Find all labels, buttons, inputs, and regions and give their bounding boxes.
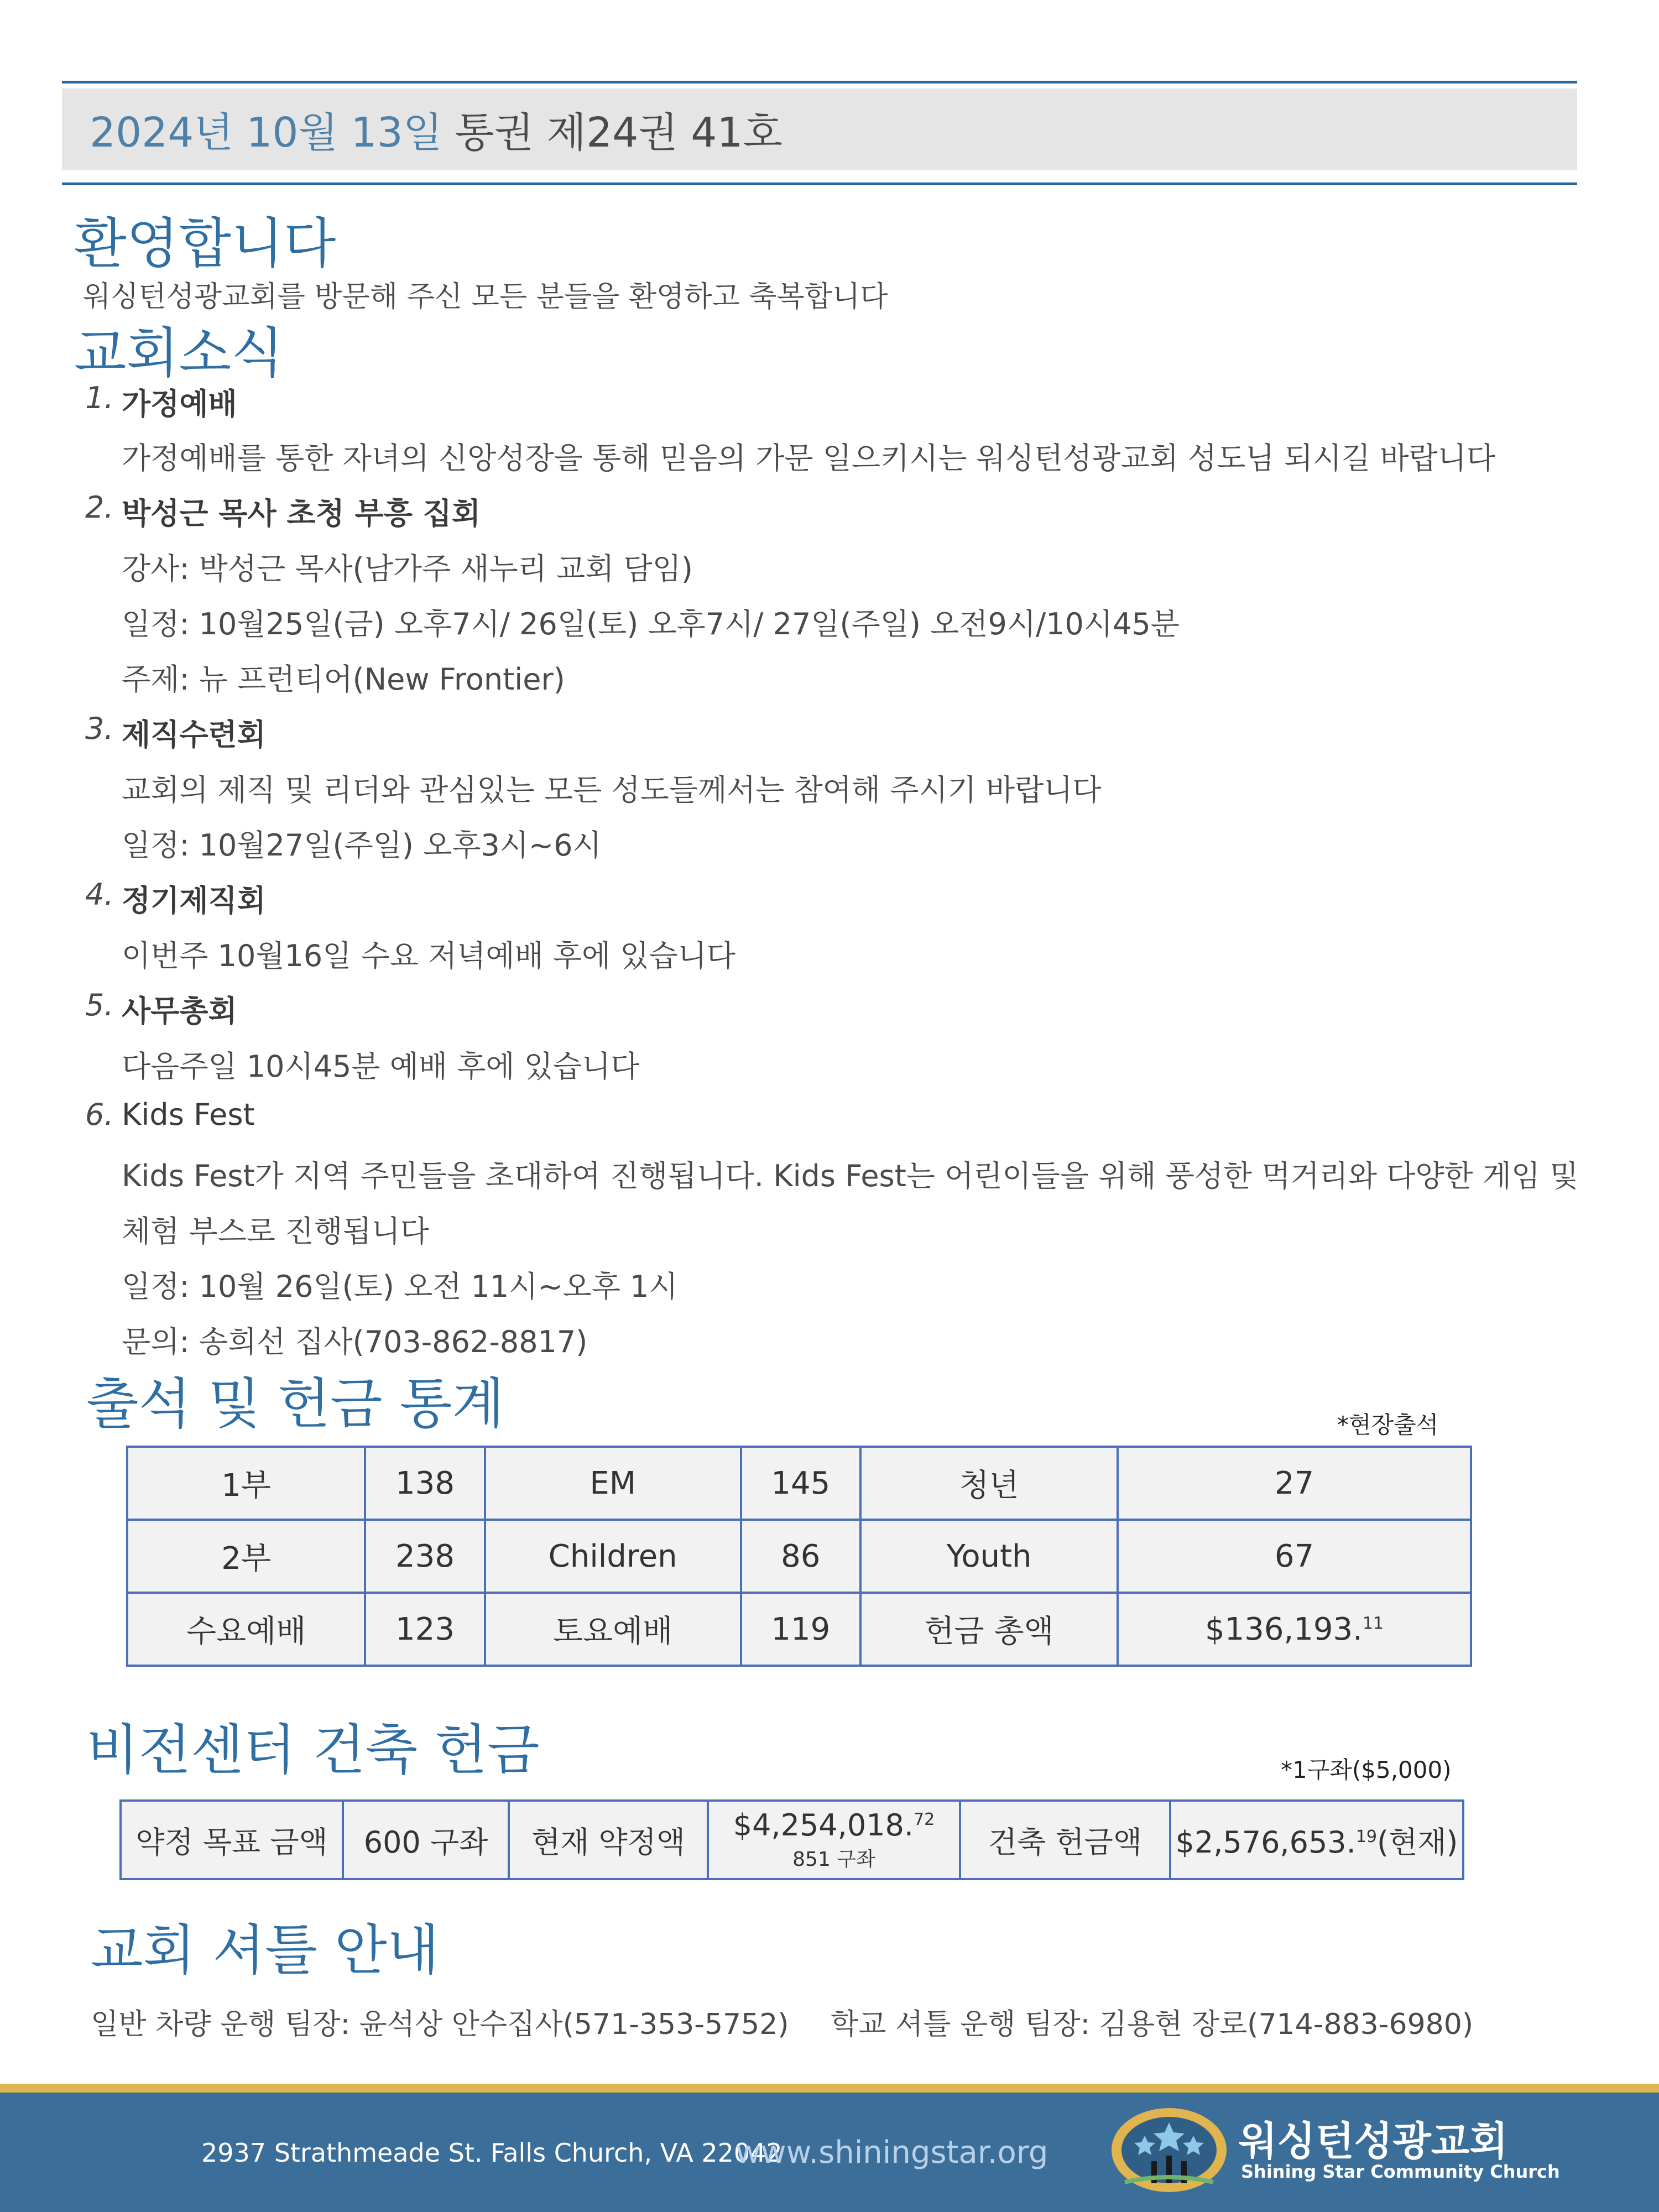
table-row [121, 1801, 1463, 1879]
goal-value: 600 구좌 [343, 1801, 509, 1879]
attendance-title: 출석 및 헌금 통계 [86, 1373, 505, 1436]
shuttle-school: 학교 셔틀 운행 팀장: 김용현 장로(714-883-6980) [831, 2008, 1474, 2041]
table-row [127, 1593, 1471, 1666]
news-item-line: 체험 부스로 진행됩니다 [122, 1214, 429, 1249]
news-item-title: 사무총회 [122, 994, 237, 1029]
welcome-text: 워싱턴성광교회를 방문해 주신 모든 분들을 환영하고 축복합니다 [83, 280, 888, 314]
table-cell: 27 [1118, 1447, 1471, 1520]
goal-label: 약정 목표 금액 [121, 1801, 343, 1879]
news-item-line: 강사: 박성근 목사(남가주 새누리 교회 담임) [122, 551, 693, 586]
footer-accent-bar [0, 2084, 1659, 2093]
news-item-line: 이번주 10월16일 수요 저녁예배 후에 있습니다 [122, 938, 736, 973]
news-item-title: 박성근 목사 초청 부흥 집회 [122, 496, 481, 531]
table-cell: 67 [1118, 1520, 1471, 1593]
bulletin-header [62, 88, 1577, 170]
welcome-title: 환영합니다 [74, 212, 336, 275]
offering-total: $136,193. [1204, 1611, 1363, 1647]
table-cell: 138 [365, 1447, 485, 1520]
fund-cell [1170, 1801, 1463, 1879]
footer-address: 2937 Strathmeade St. Falls Church, VA 22042 [201, 2138, 782, 2168]
table-cell: Children [485, 1520, 741, 1593]
news-item-number: 2. [85, 490, 114, 525]
news-item-number: 4. [85, 877, 114, 912]
news-item-title: 가정예배 [122, 387, 237, 421]
table-cell: 86 [741, 1520, 861, 1593]
shuttle-general: 일반 차량 운행 팀장: 윤석상 안수집사(571-353-5752) [91, 2008, 789, 2041]
pledge-label: 현재 약정액 [509, 1801, 708, 1879]
footer-website-link[interactable]: www.shiningstar.org [735, 2135, 1048, 2171]
news-item-number: 5. [85, 988, 114, 1022]
pledge-value: $4,254,018. [733, 1808, 914, 1843]
news-item-number: 3. [85, 711, 114, 746]
bulletin-issue: 통권 제24권 41호 [455, 109, 782, 156]
table-cell: 토요예배 [485, 1593, 741, 1666]
fund-cents: 19 [1355, 1827, 1378, 1846]
table-cell: 2부 [127, 1520, 365, 1593]
pledge-cell [708, 1801, 960, 1879]
table-cell: 수요예배 [127, 1593, 365, 1666]
table-row [127, 1520, 1471, 1593]
header-top-rule [62, 81, 1577, 84]
news-item-line: 일정: 10월27일(주일) 오후3시~6시 [122, 828, 602, 863]
news-item-line: 가정예배를 통한 자녀의 신앙성장을 통해 믿음의 가문 일으키시는 워싱턴성광교회 성도님 되시길 바랍니다 [122, 441, 1496, 476]
news-item-line: 일정: 10월 26일(토) 오전 11시~오후 1시 [122, 1269, 678, 1304]
table-cell: EM [485, 1447, 741, 1520]
header-bottom-rule [62, 182, 1577, 185]
shuttle-title: 교회 셔틀 안내 [91, 1919, 440, 1982]
news-item-line: 주제: 뉴 프런티어(New Frontier) [122, 662, 565, 697]
fund-label: 건축 헌금액 [960, 1801, 1170, 1879]
table-row [127, 1447, 1471, 1520]
news-item-line: 문의: 송희선 집사(703-862-8817) [122, 1324, 588, 1359]
table-cell: 청년 [860, 1447, 1118, 1520]
fund-value: $2,576,653. [1175, 1824, 1356, 1860]
building-fund-note: *1구좌($5,000) [1281, 1756, 1452, 1783]
building-fund-table [119, 1799, 1464, 1880]
table-cell: 119 [741, 1593, 861, 1666]
table-cell: 1부 [127, 1447, 365, 1520]
pledge-cents: 72 [914, 1810, 935, 1829]
table-cell: 헌금 총액 [860, 1593, 1118, 1666]
news-title: 교회소식 [74, 322, 284, 385]
news-item-title: 제직수련회 [122, 717, 266, 752]
news-item-line: 일정: 10월25일(금) 오후7시/ 26일(토) 오후7시/ 27일(주일) 오전9시/10시45분 [122, 607, 1180, 641]
news-item-line: Kids Fest가 지역 주민들을 초대하여 진행됩니다. Kids Fest는 어린이들을 위해 풍성한 먹거리와 다양한 게임 및 [122, 1159, 1579, 1193]
pledge-units: 851 구좌 [792, 1848, 875, 1871]
offering-total-cents: 11 [1362, 1613, 1384, 1633]
news-item-line: 다음주일 10시45분 예배 후에 있습니다 [122, 1049, 640, 1084]
table-cell: Youth [860, 1520, 1118, 1593]
table-cell: 145 [741, 1447, 861, 1520]
table-cell: 123 [365, 1593, 485, 1666]
news-item-title: 정기제직회 [122, 883, 266, 918]
church-logo-icon [1108, 2106, 1230, 2194]
attendance-table [126, 1446, 1472, 1667]
table-cell: 238 [365, 1520, 485, 1593]
news-item-line: 교회의 제직 및 리더와 관심있는 모든 성도들께서는 참여해 주시기 바랍니다 [122, 773, 1102, 807]
church-name: 워싱턴성광교회 [1239, 2118, 1508, 2164]
news-item-number: 1. [85, 380, 114, 415]
attendance-note: *현장출석 [1337, 1411, 1439, 1438]
news-item-number: 6. [85, 1097, 114, 1132]
building-fund-title: 비전센터 건축 헌금 [86, 1719, 540, 1782]
footer [0, 2093, 1659, 2212]
bulletin-date: 2024년 10월 13일 [90, 109, 443, 156]
news-item-title: Kids Fest [122, 1097, 255, 1132]
fund-suffix: (현재) [1377, 1824, 1458, 1860]
offering-total-cell [1118, 1593, 1471, 1666]
church-name-english: Shining Star Community Church [1241, 2161, 1560, 2182]
